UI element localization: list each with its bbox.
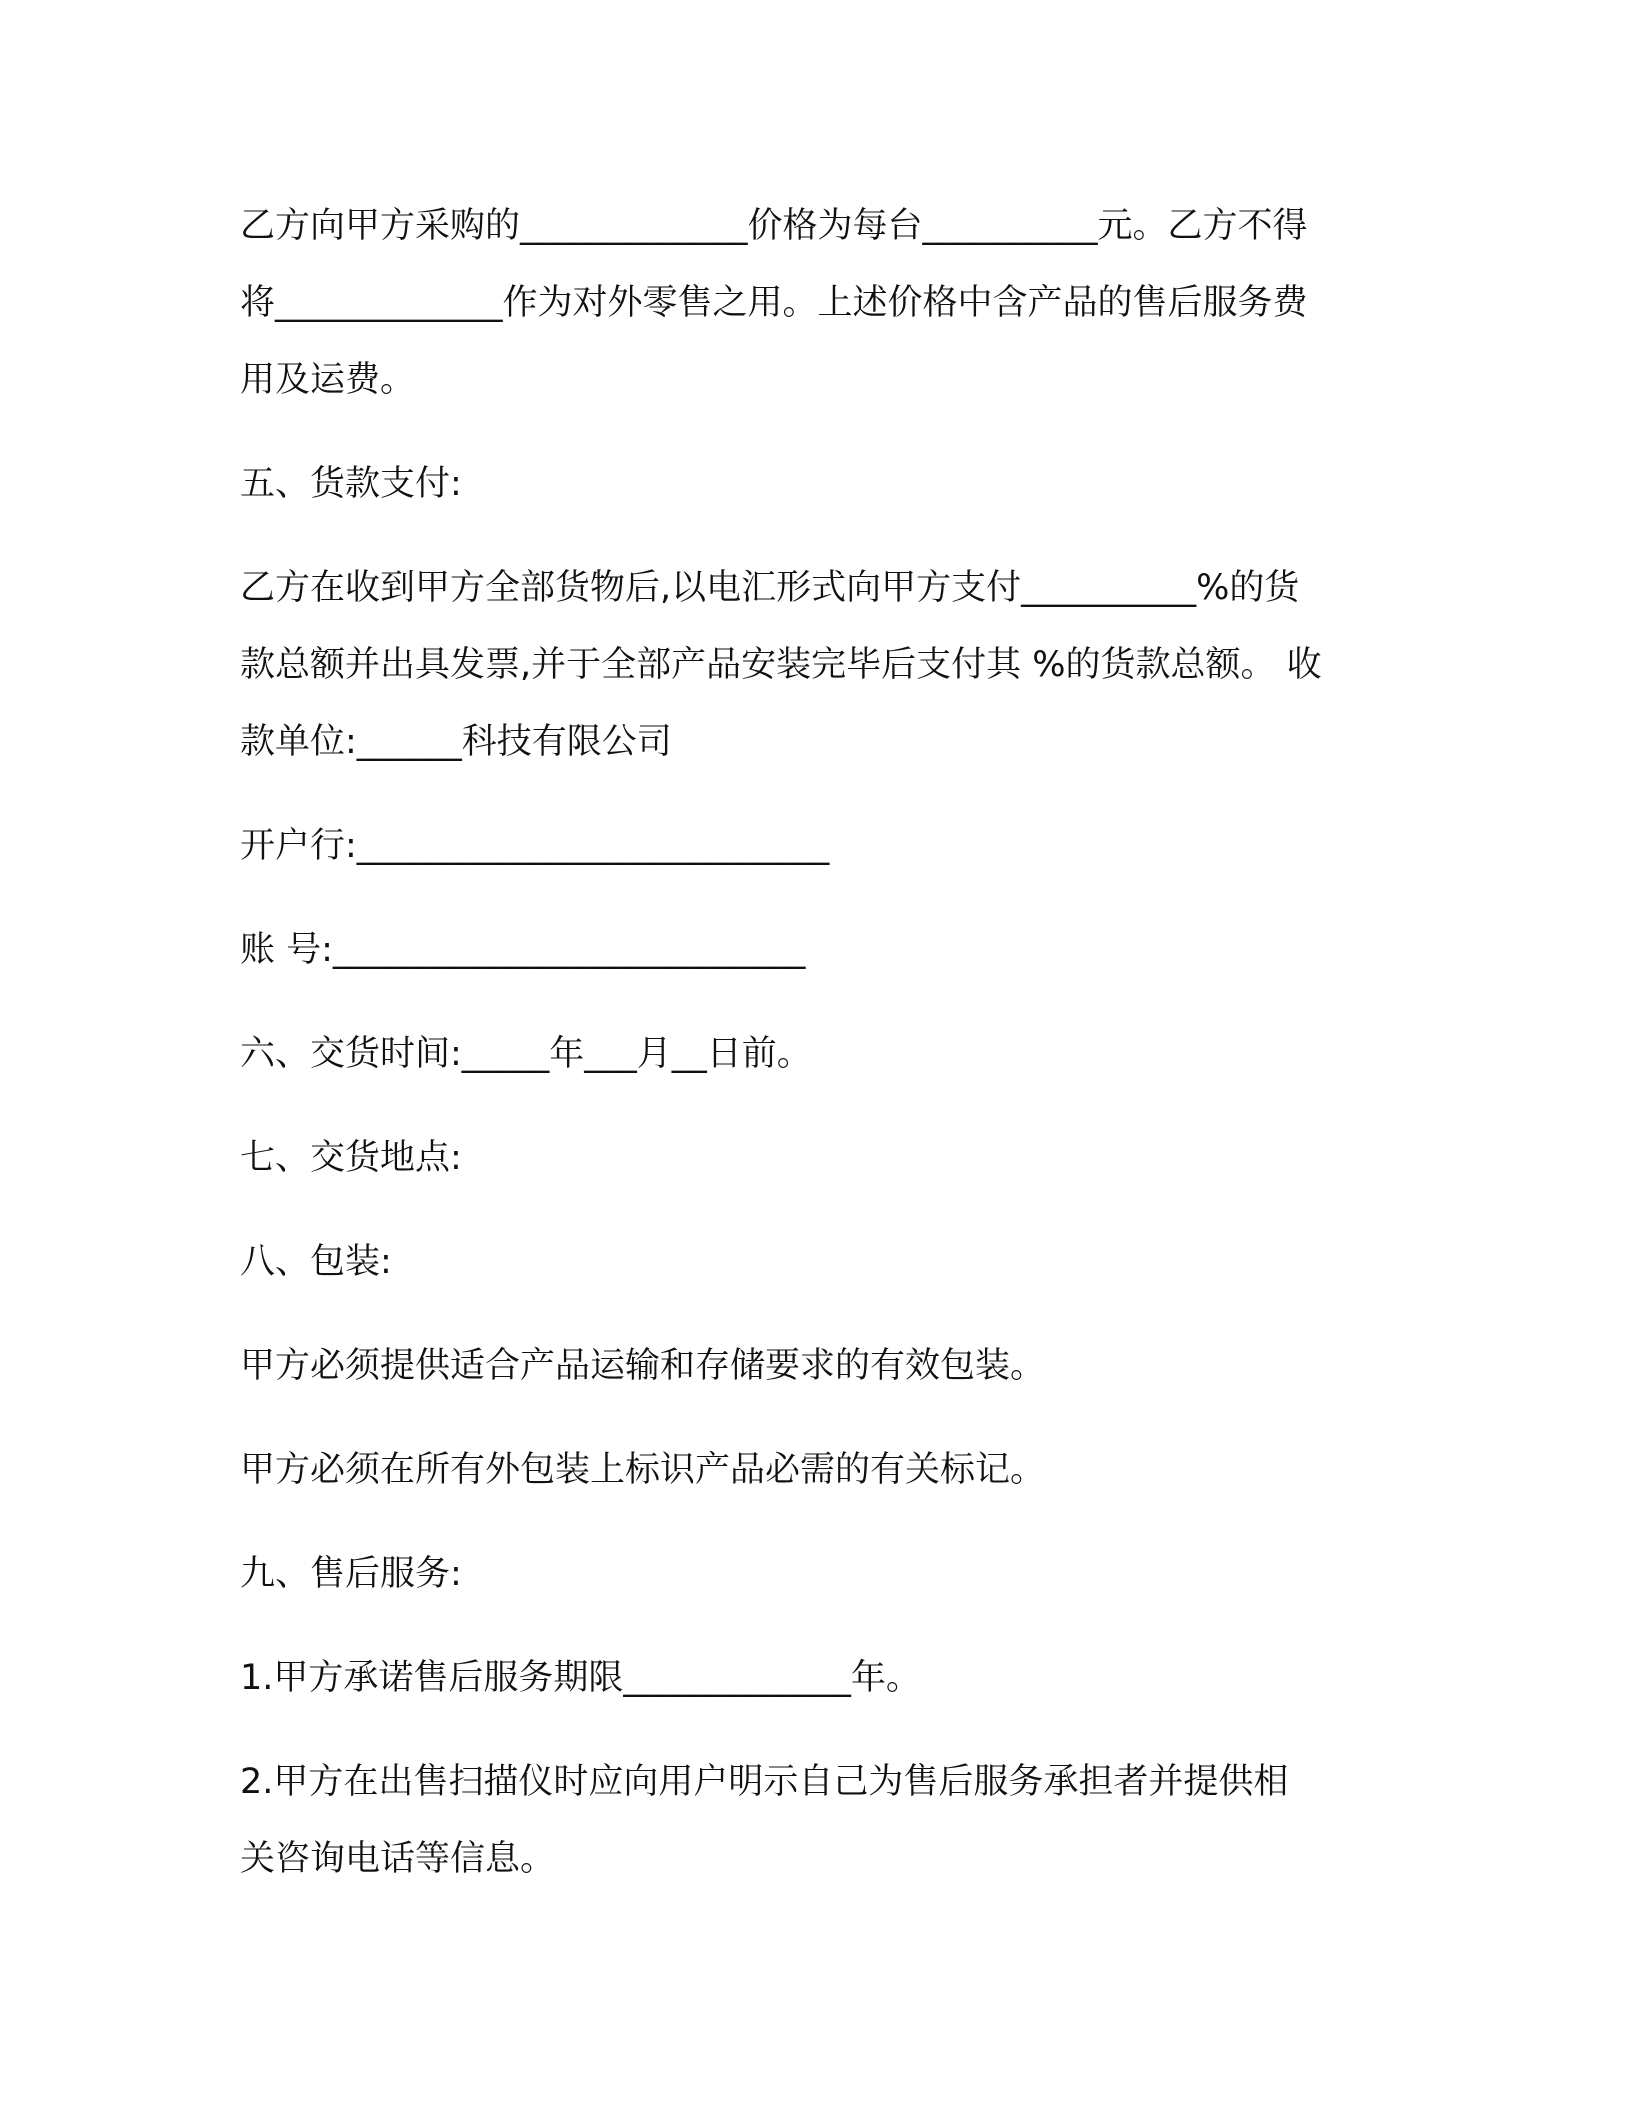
text-line: 款总额并出具发票,并于全部产品安装完毕后支付其 %的货款总额。 收 [240, 645, 1322, 685]
text-line: 账 号:___________________________ [240, 930, 806, 970]
section-5-heading [240, 446, 1400, 523]
text-line: 款单位:______科技有限公司 [240, 722, 672, 762]
text-line: 关咨询电话等信息。 [240, 1839, 556, 1879]
packaging-clause-1 [240, 1328, 1400, 1405]
document-page [240, 188, 1400, 1925]
price-clause [240, 188, 1400, 419]
heading-text: 五、货款支付: [240, 464, 462, 504]
text-line: 开户行:___________________________ [240, 826, 830, 866]
text-line: 乙方在收到甲方全部货物后,以电汇形式向甲方支付__________%的货 [240, 568, 1300, 608]
text-line: 甲方必须提供适合产品运输和存储要求的有效包装。 [240, 1346, 1046, 1386]
packaging-clause-2 [240, 1432, 1400, 1509]
text-line: 将_____________作为对外零售之用。上述价格中含产品的售后服务费 [240, 283, 1308, 323]
bank-field [240, 808, 1400, 885]
service-item-1 [240, 1640, 1400, 1717]
heading-text: 七、交货地点: [240, 1138, 462, 1178]
account-field [240, 912, 1400, 989]
section-7-heading [240, 1120, 1400, 1197]
heading-text: 九、售后服务: [240, 1554, 462, 1594]
text-line: 用及运费。 [240, 360, 416, 400]
payment-clause [240, 550, 1400, 781]
text-line: 乙方向甲方采购的_____________价格为每台__________元。乙方不得 [240, 206, 1308, 246]
text-line: 甲方必须在所有外包装上标识产品必需的有关标记。 [240, 1450, 1046, 1490]
text-line: 1.甲方承诺售后服务期限_____________年。 [240, 1658, 921, 1698]
service-item-2 [240, 1744, 1400, 1898]
section-9-heading [240, 1536, 1400, 1613]
heading-text: 八、包装: [240, 1242, 392, 1282]
section-8-heading [240, 1224, 1400, 1301]
section-6-heading [240, 1016, 1400, 1093]
heading-text: 六、交货时间:_____年___月__日前。 [240, 1034, 812, 1074]
text-line: 2.甲方在出售扫描仪时应向用户明示自己为售后服务承担者并提供相 [240, 1762, 1289, 1802]
